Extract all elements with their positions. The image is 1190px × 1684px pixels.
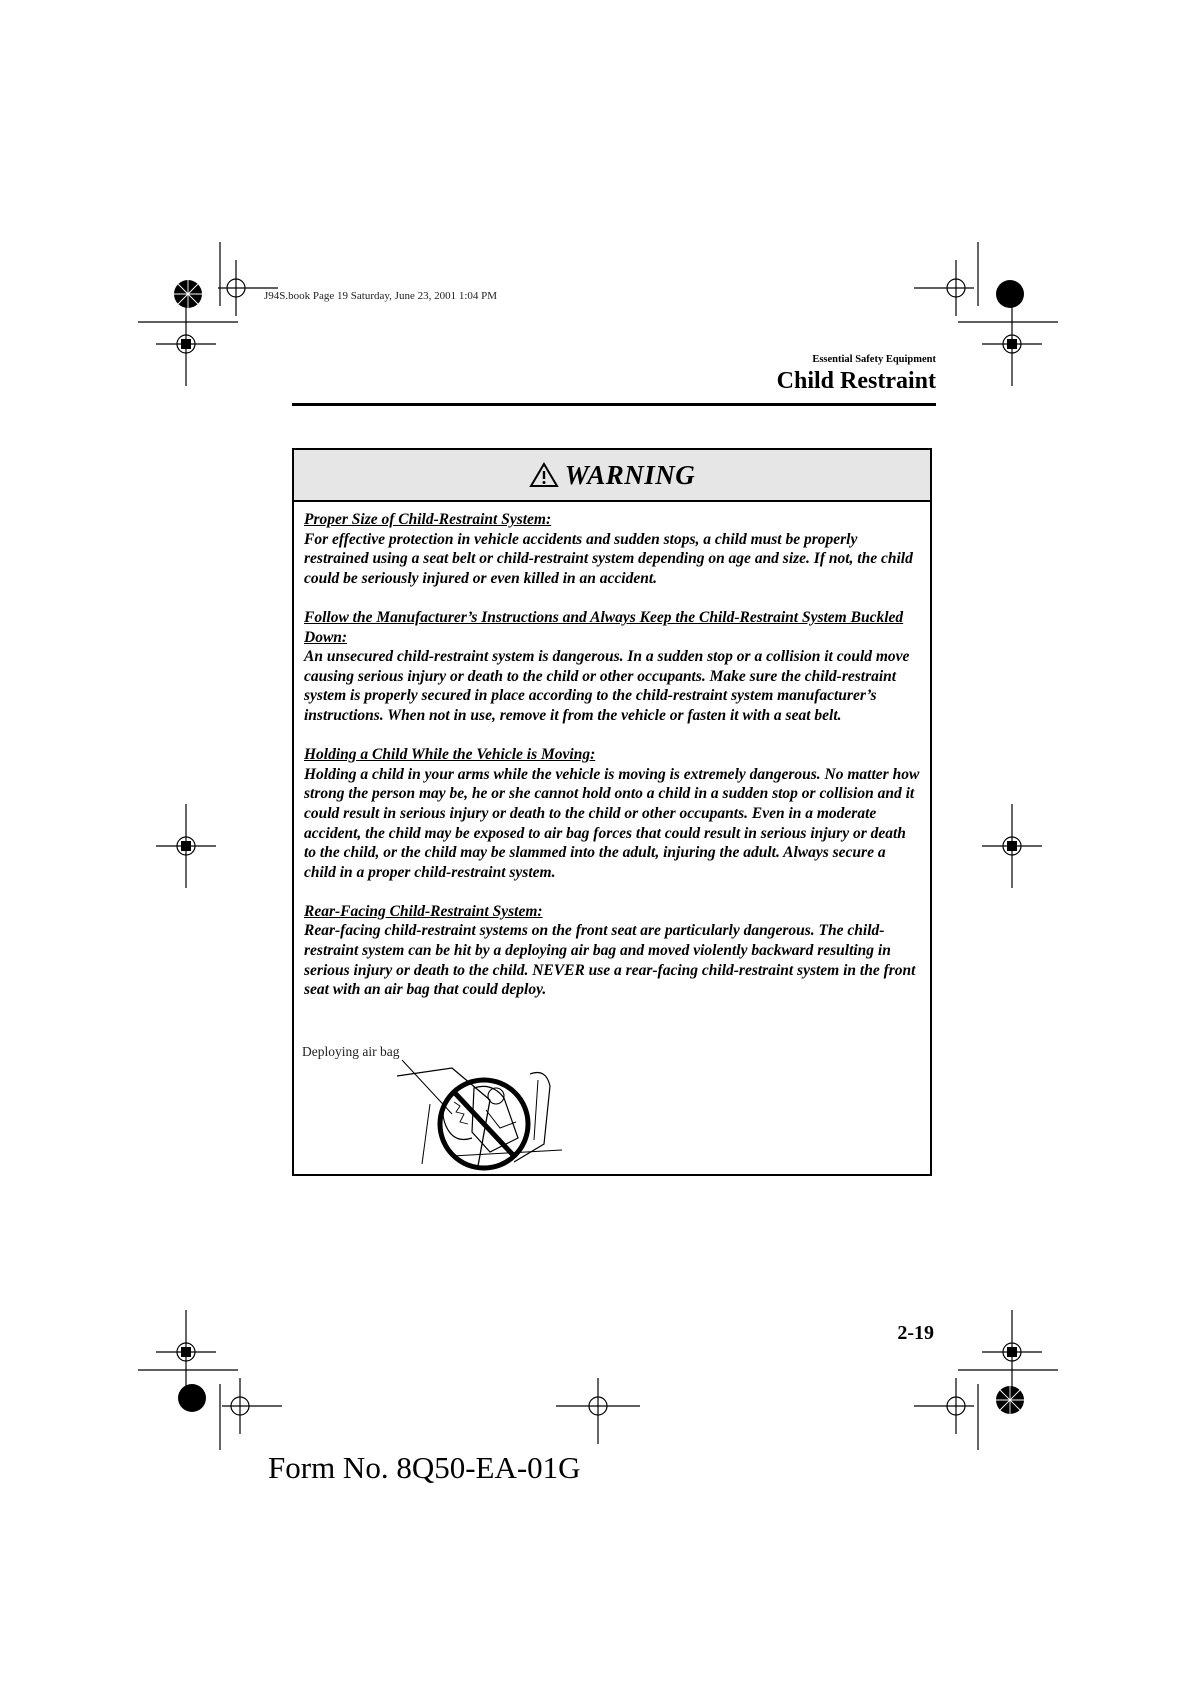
form-number: Form No. 8Q50-EA-01G xyxy=(268,1450,581,1485)
illustration-label: Deploying air bag xyxy=(302,1044,400,1059)
warning-section-text: Holding a child in your arms while the vehicle is moving is extremely dangerous. No matter how strong the person may be, he or she cannot hold onto a child in a sudden stop or collision and it could result in serious injury or death to the child or other occupants. Even in a moderate accident, the child may be exposed to air bag forces that could result in serious injury or death to the child, or the child may be slammed into the adult, injuring the adult. Always secure a child in a proper child-restraint system. xyxy=(304,765,920,881)
section-label: Essential Safety Equipment xyxy=(812,354,936,365)
warning-triangle-icon xyxy=(529,462,559,488)
title-rule xyxy=(292,403,936,406)
warning-section-heading: Follow the Manufacturer’s Instructions and Always Keep the Child-Restraint System Buckled Down: xyxy=(304,608,904,646)
warning-box xyxy=(292,448,932,1176)
warning-section-text: An unsecured child-restraint system is dangerous. In a sudden stop or a collision it could move causing serious injury or death to the child or other occupants. Make sure the child-restraint system is properly secured in place according to the child-restraint system manufacturer’s instructions. When not in use, remove it from the vehicle or fasten it with a seat belt. xyxy=(304,648,910,724)
warning-section-size xyxy=(304,510,920,588)
warning-section-instructions xyxy=(304,608,920,726)
warning-section-text: For effective protection in vehicle accidents and sudden stops, a child must be properly restrained using a seat belt or child-restraint system depending on age and size. If not, the child could be seriously injured or even killed in an accident. xyxy=(304,530,913,587)
warning-header xyxy=(294,450,930,502)
warning-section-heading: Proper Size of Child-Restraint System: xyxy=(304,511,552,528)
page-number: 2-19 xyxy=(897,1322,934,1344)
warning-section-heading: Holding a Child While the Vehicle is Moving: xyxy=(304,746,596,764)
warning-section-text: Rear-facing child-restraint systems on the front seat are particularly dangerous. The child-restraint system can be hit by a deploying air bag and moved violently backward resulting in serious injury or death to the child. NEVER use a rear-facing child-restraint system in the front seat with an air bag that could deploy. xyxy=(304,922,916,999)
warning-body xyxy=(294,502,930,1000)
print-slug: J94S.book Page 19 Saturday, June 23, 2001 1:04 PM xyxy=(264,290,498,302)
warning-section-heading: Rear-Facing Child-Restraint System: xyxy=(304,902,543,920)
airbag-illustration xyxy=(302,1044,592,1172)
warning-section-rear-facing xyxy=(304,902,920,1000)
page-title: Child Restraint xyxy=(776,368,936,394)
warning-section-holding-child xyxy=(304,745,920,882)
warning-title: WARNING xyxy=(564,459,696,490)
prohibited-rear-facing-seat-illustration xyxy=(302,1044,592,1172)
